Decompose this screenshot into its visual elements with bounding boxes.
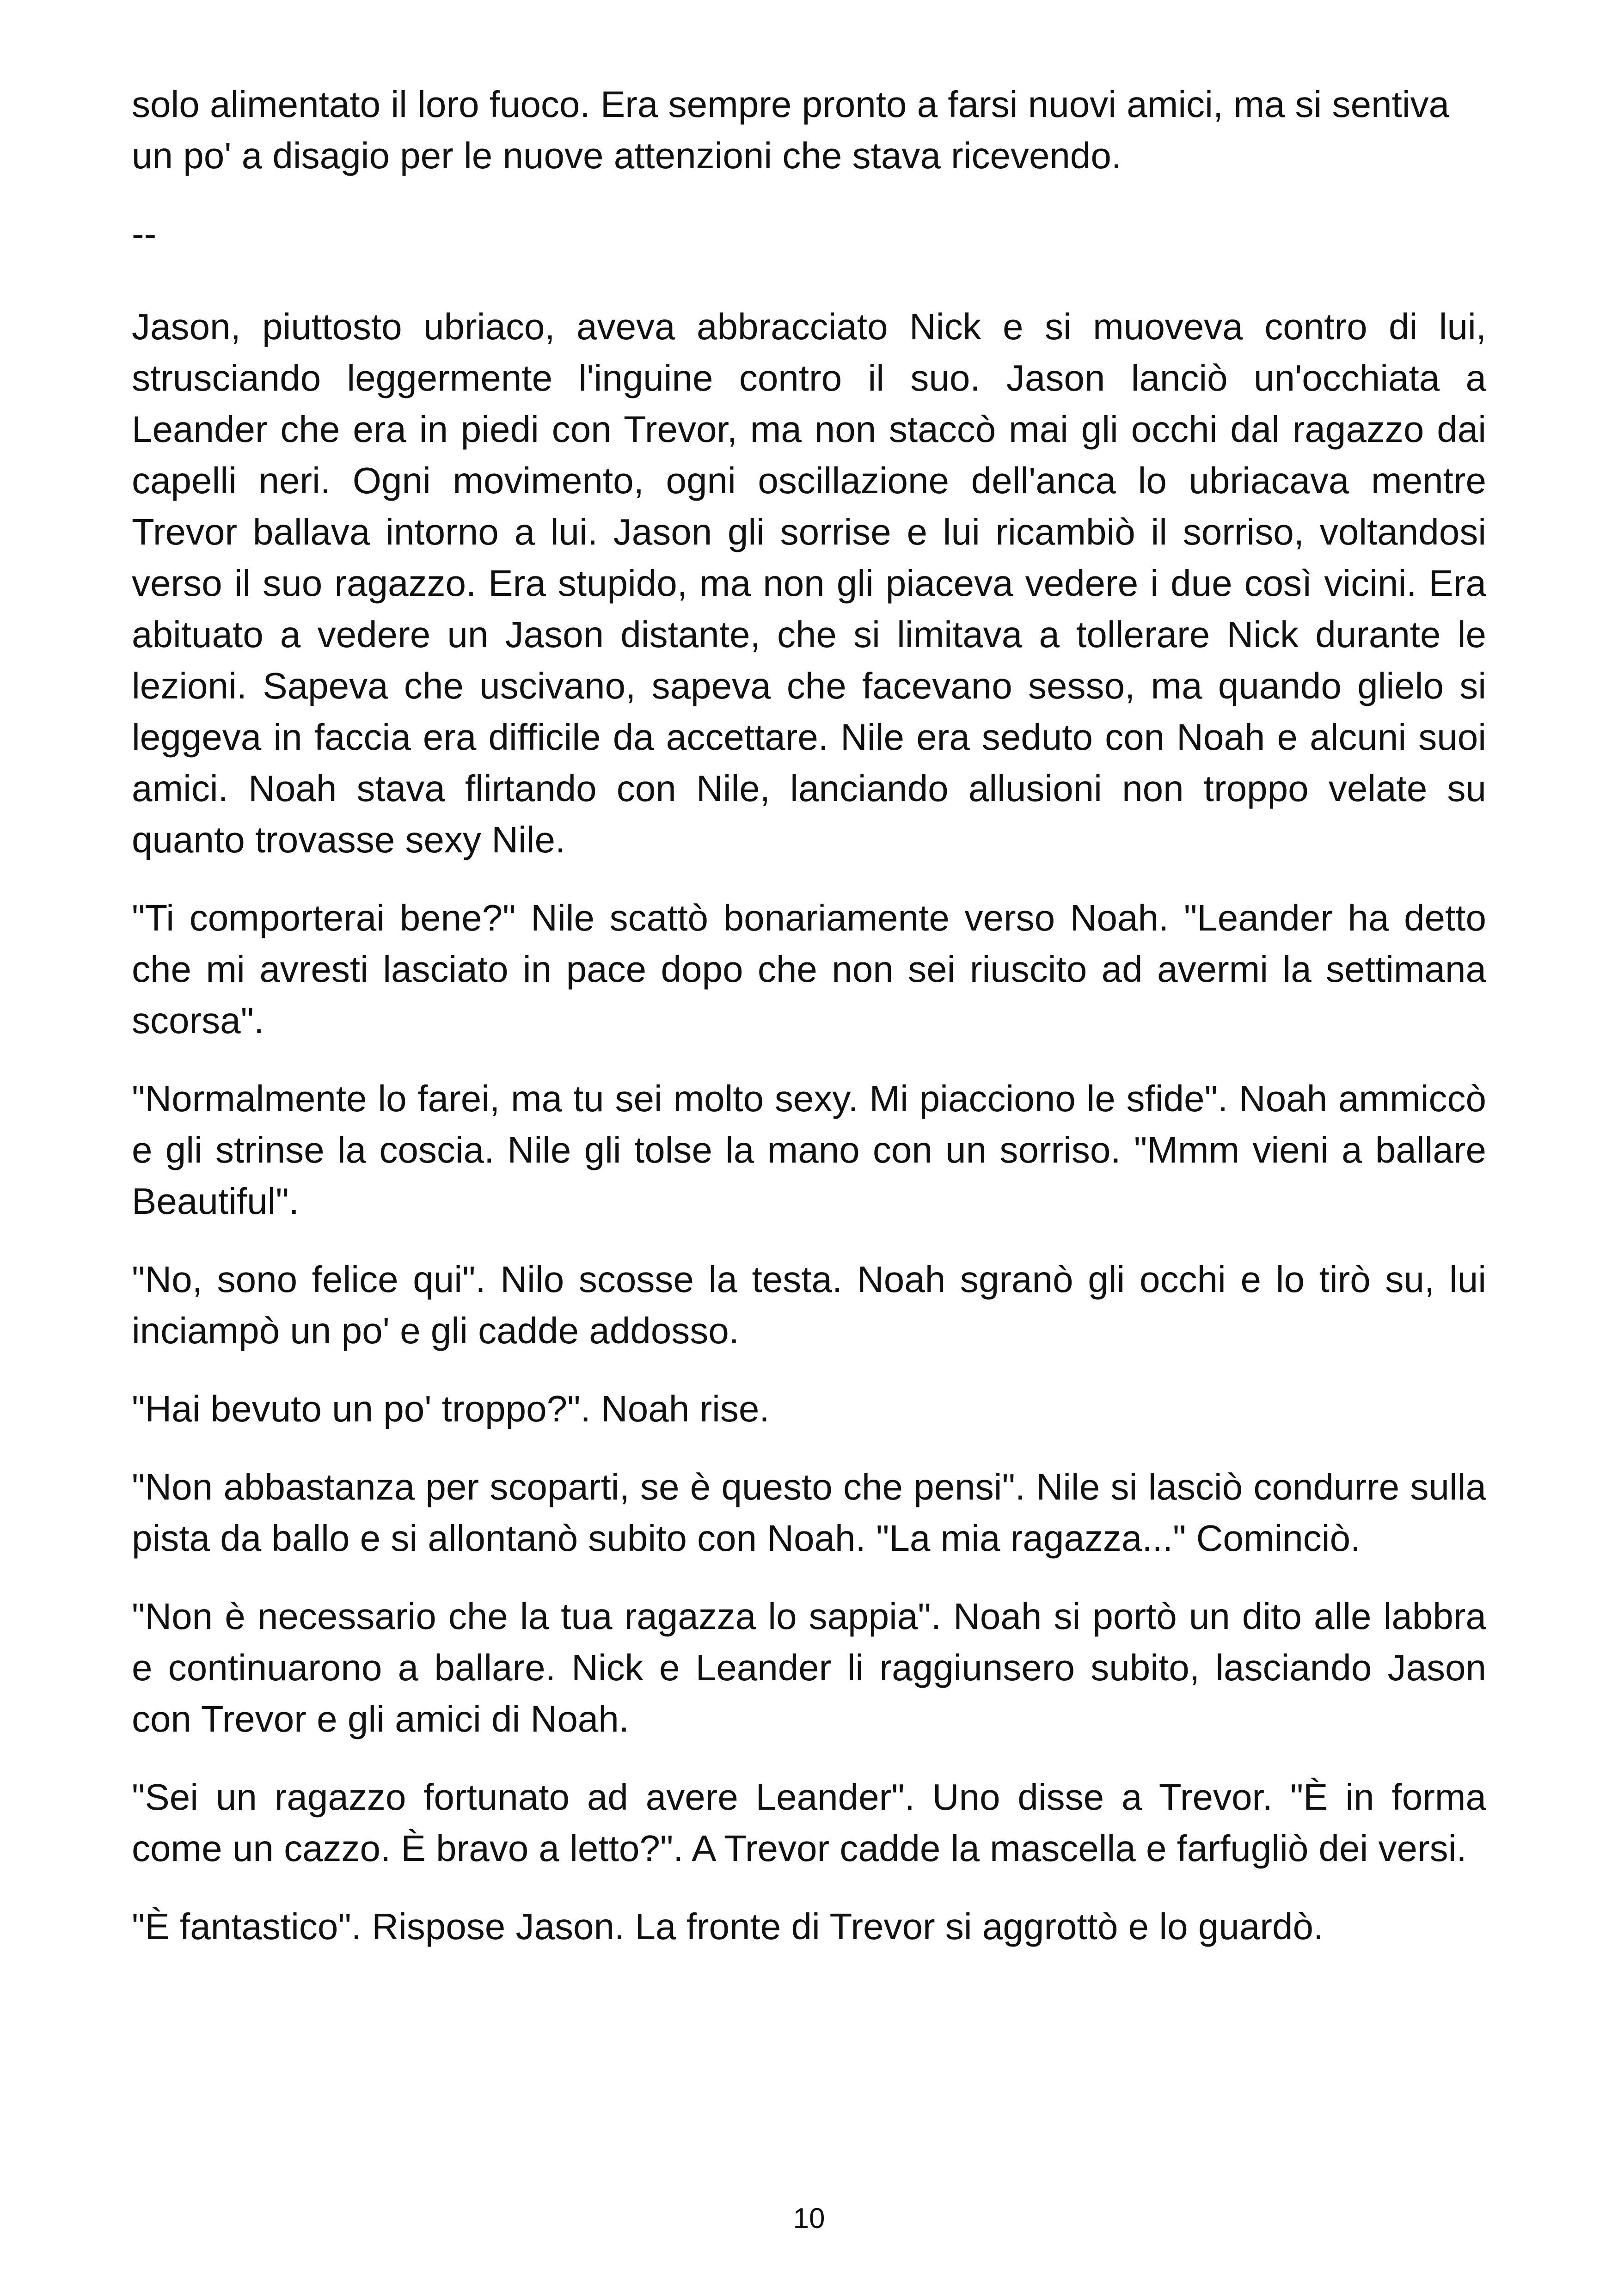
- scene-separator: --: [132, 213, 157, 254]
- paragraph-10: "È fantastico". Rispose Jason. La fronte di Trevor si aggrottò e lo guardò.: [132, 1906, 1324, 1947]
- paragraph-2: Jason, piuttosto ubriaco, aveva abbracciato Nick e si muoveva contro di lui, strusciando leggermente l'inguine contro il suo. Jason lanciò un'occhiata a Leander che era in piedi con Trevor, ma non staccò mai gli occhi dal ragazzo dai capelli neri. Ogni movimento, ogni oscillazione dell'anca lo ubriacava mentre Trevor ballava intorno a lui. Jason gli sorrise e lui ricambiò il sorriso, voltandosi verso il suo ragazzo. Era stupido, ma non gli piaceva vedere i due così vicini. Era abituato a vedere un Jason distante, che si limitava a tollerare Nick durante le lezioni. Sapeva che uscivano, sapeva che facevano sesso, ma quando glielo si leggeva in faccia era difficile da accettare. Nile era seduto con Noah e alcuni suoi amici. Noah stava flirtando con Nile, lanciando allusioni non troppo velate su quanto trovasse sexy Nile.: [132, 306, 1486, 860]
- paragraph-1: solo alimentato il loro fuoco. Era sempre pronto a farsi nuovi amici, ma si sentiva un po' a disagio per le nuove attenzioni che stava ricevendo.: [132, 84, 1450, 176]
- paragraph-3: "Ti comporterai bene?" Nile scattò bonariamente verso Noah. "Leander ha detto che mi avresti lasciato in pace dopo che non sei riuscito ad avermi la settimana scorsa".: [132, 897, 1486, 1041]
- paragraph-9: "Sei un ragazzo fortunato ad avere Leander". Uno disse a Trevor. "È in forma come un cazzo. È bravo a letto?". A Trevor cadde la mascella e farfugliò dei versi.: [132, 1776, 1486, 1869]
- paragraph-8: "Non è necessario che la tua ragazza lo sappia". Noah si portò un dito alle labbra e continuarono a ballare. Nick e Leander li raggiunsero subito, lasciando Jason con Trevor e gli amici di Noah.: [132, 1596, 1486, 1739]
- paragraph-5: "No, sono felice qui". Nilo scosse la testa. Noah sgranò gli occhi e lo tirò su, lui inciampò un po' e gli cadde addosso.: [132, 1259, 1486, 1351]
- paragraph-7: "Non abbastanza per scoparti, se è questo che pensi". Nile si lasciò condurre sulla pista da ballo e si allontanò subito con Noah. "La mia ragazza..." Cominciò.: [132, 1466, 1486, 1559]
- paragraph-6: "Hai bevuto un po' troppo?". Noah rise.: [132, 1388, 770, 1429]
- paragraph-4: "Normalmente lo farei, ma tu sei molto sexy. Mi piacciono le sfide". Noah ammiccò e gli strinse la coscia. Nile gli tolse la mano con un sorriso. "Mmm vieni a ballare Beautiful".: [132, 1078, 1486, 1222]
- document-page: [132, 79, 1486, 1979]
- page-number: 10: [793, 2203, 825, 2235]
